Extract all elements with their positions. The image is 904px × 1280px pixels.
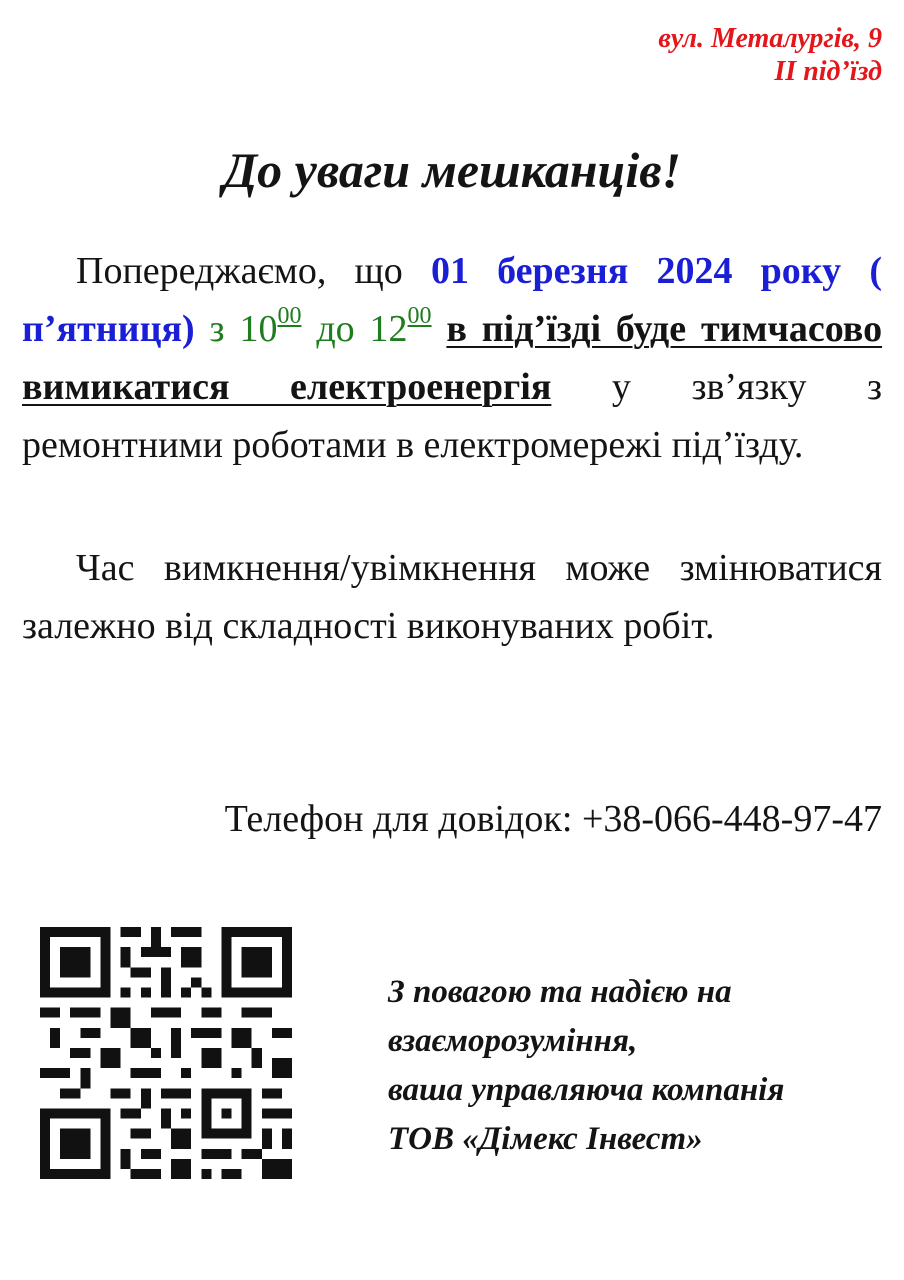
signature-block [388,968,784,1164]
notice-time: з $10^{00}$ до $12^{00}$ [209,303,432,350]
signature-line: З повагою та надією на [388,974,732,1010]
note-text: Час вимкнення/увімкнення може змінюватися залежно від складності виконуваних робіт. [22,547,882,647]
notice-intro: Попереджаємо, що [76,250,403,292]
signature-line: ваша управляюча компанія [388,1072,785,1108]
address-entrance: ІІ під’їзд [774,56,882,87]
address-street: вул. Металургів, 9 [658,23,882,54]
signature-line: взаєморозуміння, [388,1023,638,1059]
notice-reason: у зв’язку з ремонтними роботами в електромережі під’їзду. [22,366,883,466]
signature-company: ТОВ «Дімекс Інвест» [388,1121,703,1157]
page-title: До уваги мешканців! [222,142,682,198]
notice-outage-statement: в під’їзді буде тимчасово вимикатися електроенергія [22,308,883,408]
notice-paragraph [22,242,882,474]
notice-date: 01 березня 2024 року ( п’ятниця) [22,250,882,350]
qr-code-icon [40,927,292,1179]
phone-info: Телефон для довідок: +38-066-448-97-47 [224,798,882,840]
note-paragraph [22,539,882,655]
address-block [658,22,882,88]
